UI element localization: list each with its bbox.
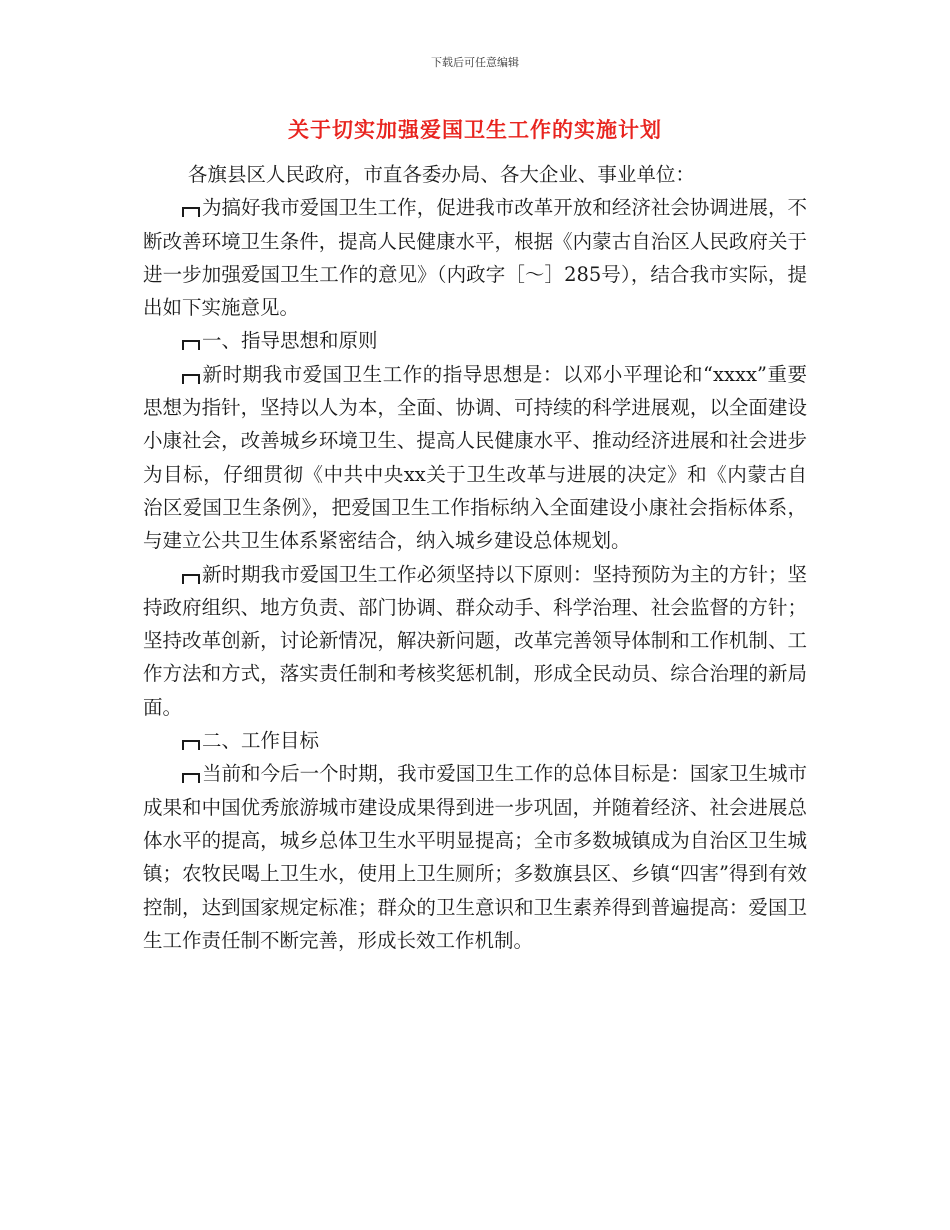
paragraph-text: 新时期我市爱国卫生工作必须坚持以下原则：坚持预防为主的方针；坚持政府组织、地方负责、部门协调、群众动手、科学治理、社会监督的方针；坚持改革创新，讨论新情况，解决新问题，改革完善领导体制和工作机制、工作方法和方式，落实责任制和考核奖惩机制，形成全民动员、综合治理的新局面。	[143, 562, 807, 719]
section-heading-text: 一、指导思想和原则	[202, 329, 378, 353]
header-note: 下载后可任意编辑	[431, 56, 519, 69]
paragraph-intro	[143, 191, 807, 324]
document-body	[143, 158, 807, 957]
paragraph-text: 新时期我市爱国卫生工作的指导思想是：以邓小平理论和“xxxx”重要思想为指针，坚持以人为本，全面、协调、可持续的科学进展观，以全面建设小康社会，改善城乡环境卫生、提高人民健康水平、推动经济进展和社会进步为目标，仔细贯彻《中共中央xx关于卫生改革与进展的决定》和《内蒙古自治区爱国卫生条例》，把爱国卫生工作指标纳入全面建设小康社会指标体系，与建立公共卫生体系紧密结合，纳入城乡建设总体规划。	[143, 362, 807, 553]
paragraph-mark-icon	[182, 207, 200, 217]
paragraph-mark-icon	[182, 374, 200, 384]
paragraph-mark-icon	[182, 773, 200, 783]
section-heading-goals	[143, 724, 807, 757]
paragraph-mark-icon	[182, 574, 200, 584]
paragraph-principles	[143, 558, 807, 724]
section-heading-text: 二、工作目标	[202, 729, 320, 753]
paragraph-mark-icon	[182, 340, 200, 350]
salutation: 各旗县区人民政府，市直各委办局、各大企业、事业单位：	[187, 163, 695, 186]
paragraph-guiding-thought	[143, 358, 807, 558]
paragraph-text: 当前和今后一个时期，我市爱国卫生工作的总体目标是：国家卫生城市成果和中国优秀旅游城市建设成果得到进一步巩固，并随着经济、社会进展总体水平的提高，城乡总体卫生水平明显提高；全市多数城镇成为自治区卫生城镇；农牧民喝上卫生水，使用上卫生厕所；多数旗县区、乡镇“四害”得到有效控制，达到国家规定标准；群众的卫生意识和卫生素养得到普遍提高：爱国卫生工作责任制不断完善，形成长效工作机制。	[143, 762, 807, 952]
paragraph-goals	[143, 757, 807, 957]
paragraph-text: 为搞好我市爱国卫生工作，促进我市改革开放和经济社会协调进展，不断改善环境卫生条件，提高人民健康水平，根据《内蒙古自治区人民政府关于进一步加强爱国卫生工作的意见》（内政字［～］285号），结合我市实际，提出如下实施意见。	[143, 196, 807, 320]
paragraph-mark-icon	[182, 740, 200, 750]
section-heading-principles	[143, 324, 807, 357]
document-title: 关于切实加强爱国卫生工作的实施计划	[288, 118, 662, 142]
